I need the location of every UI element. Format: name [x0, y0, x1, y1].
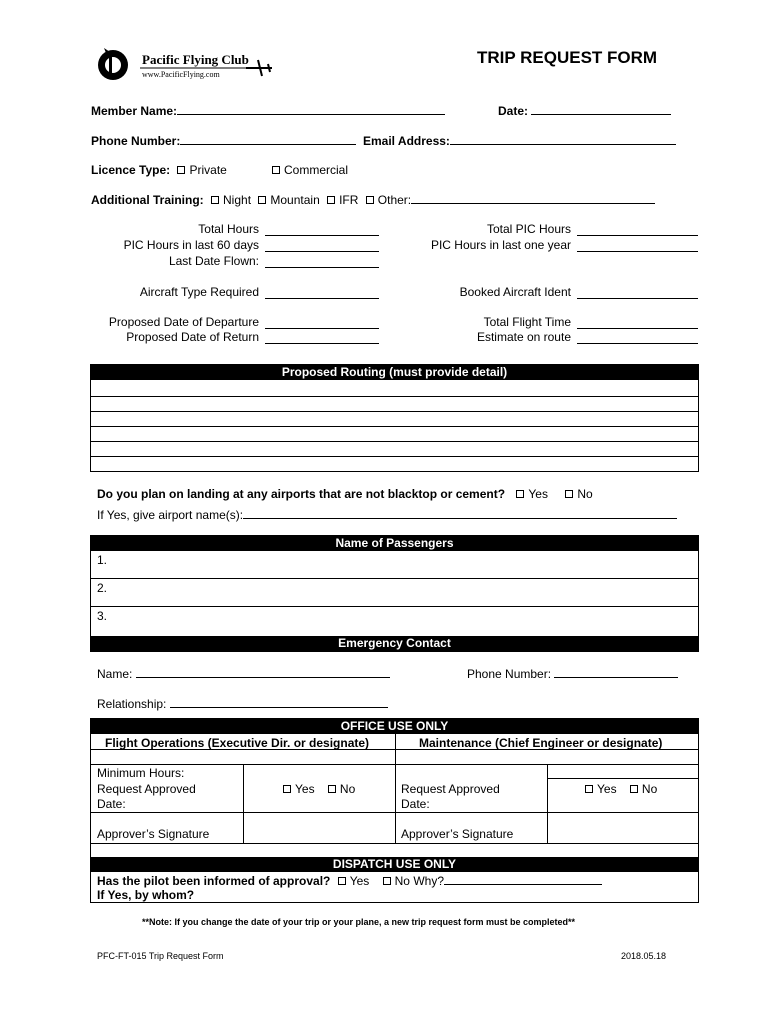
- emergency-name-label: Name:: [97, 667, 133, 681]
- club-url: www.PacificFlying.com: [142, 70, 220, 79]
- routing-header: Proposed Routing (must provide detail): [91, 365, 698, 380]
- email-field[interactable]: [450, 133, 676, 145]
- dispatch-yes-label: Yes: [349, 874, 370, 888]
- emergency-name-row: [97, 666, 390, 681]
- total-pic-field[interactable]: [577, 224, 698, 236]
- email-label: Email Address:: [363, 134, 450, 148]
- phone-row: [91, 133, 356, 148]
- commercial-row: [268, 163, 348, 177]
- relationship-row: [97, 696, 388, 711]
- phone-label: Phone Number:: [91, 134, 181, 148]
- passenger-row-3: 3.: [97, 609, 108, 623]
- private-label: Private: [189, 163, 227, 177]
- estimate-route-field[interactable]: [577, 332, 698, 344]
- private-checkbox[interactable]: [177, 166, 185, 174]
- total-hours-label: Total Hours: [198, 222, 259, 236]
- last-flown-field[interactable]: [265, 256, 379, 268]
- left-approval-options: [279, 782, 355, 796]
- dispatch-yes-checkbox[interactable]: [338, 877, 346, 885]
- request-approved-label-left: Request Approved: [97, 782, 196, 796]
- date-field[interactable]: [531, 103, 671, 115]
- date-label-left: Date:: [97, 797, 126, 811]
- commercial-label: Commercial: [284, 163, 349, 177]
- pic-year-label: PIC Hours in last one year: [430, 238, 571, 252]
- right-yes-checkbox[interactable]: [585, 785, 593, 793]
- left-no-label: No: [339, 782, 356, 796]
- passenger-row-line: [91, 578, 698, 579]
- pic-year-field[interactable]: [577, 240, 698, 252]
- landing-yes-checkbox[interactable]: [516, 490, 524, 498]
- routing-row-line: [91, 411, 698, 412]
- airport-names-field[interactable]: [243, 507, 677, 519]
- total-flight-label: Total Flight Time: [483, 315, 571, 329]
- club-logo: [96, 44, 276, 86]
- routing-row-line: [91, 396, 698, 397]
- office-col-line: [547, 764, 548, 844]
- departure-field[interactable]: [265, 317, 379, 329]
- office-row-line: [91, 812, 698, 813]
- date-label: Date:: [498, 104, 529, 118]
- footer-form-id: PFC-FT-015 Trip Request Form: [97, 951, 224, 961]
- dispatch-no-label: No: [394, 874, 410, 888]
- relationship-label: Relationship:: [97, 697, 167, 711]
- passengers-header: Name of Passengers: [91, 536, 698, 551]
- passenger-row-2: 2.: [97, 581, 108, 595]
- emergency-name-field[interactable]: [136, 666, 390, 678]
- departure-label: Proposed Date of Departure: [108, 315, 259, 329]
- right-no-label: No: [641, 782, 658, 796]
- aircraft-type-label: Aircraft Type Required: [139, 285, 259, 299]
- member-name-label: Member Name:: [91, 104, 178, 118]
- estimate-route-label: Estimate on route: [476, 330, 571, 344]
- change-note: **Note: If you change the date of your trip or your plane, a new trip request form must be completed**: [142, 917, 576, 927]
- relationship-field[interactable]: [170, 696, 388, 708]
- min-hours-label: Minimum Hours:: [97, 766, 185, 780]
- routing-table: [90, 364, 699, 472]
- airport-names-label: If Yes, give airport name(s):: [97, 508, 244, 522]
- emergency-phone-field[interactable]: [554, 666, 678, 678]
- routing-row-line: [91, 441, 698, 442]
- other-checkbox[interactable]: [366, 196, 374, 204]
- mountain-label: Mountain: [270, 193, 320, 207]
- landing-no-checkbox[interactable]: [565, 490, 573, 498]
- office-col-line: [395, 764, 396, 844]
- night-checkbox[interactable]: [211, 196, 219, 204]
- office-col-line: [243, 764, 244, 844]
- licence-label: Licence Type:: [91, 163, 171, 177]
- approver-signature-right: Approver’s Signature: [401, 827, 514, 841]
- pic-60-field[interactable]: [265, 240, 379, 252]
- last-flown-label: Last Date Flown:: [168, 254, 259, 268]
- landing-question: Do you plan on landing at any airports that are not blacktop or cement?: [97, 487, 506, 501]
- landing-yes-label: Yes: [528, 487, 548, 501]
- routing-row-line: [91, 456, 698, 457]
- footer-date: 2018.05.18: [621, 951, 667, 961]
- dispatch-by-whom: If Yes, by whom?: [97, 888, 195, 902]
- booked-ident-field[interactable]: [577, 287, 698, 299]
- dispatch-question-row: [97, 873, 602, 888]
- office-row-line: [91, 749, 698, 750]
- date-label-right: Date:: [401, 797, 430, 811]
- dispatch-why-field[interactable]: [444, 873, 602, 885]
- phone-field[interactable]: [180, 133, 356, 145]
- ifr-checkbox[interactable]: [327, 196, 335, 204]
- dispatch-header: DISPATCH USE ONLY: [91, 857, 698, 872]
- club-name: Pacific Flying Club: [142, 52, 249, 67]
- left-yes-checkbox[interactable]: [283, 785, 291, 793]
- mountain-checkbox[interactable]: [258, 196, 266, 204]
- passenger-row-line: [91, 606, 698, 607]
- booked-ident-label: Booked Aircraft Ident: [459, 285, 571, 299]
- office-row-line: [547, 778, 698, 779]
- return-label: Proposed Date of Return: [126, 330, 259, 344]
- member-name-row: [91, 103, 445, 118]
- email-row: [363, 133, 676, 148]
- landing-no-label: No: [577, 487, 593, 501]
- emergency-phone-row: [467, 666, 678, 681]
- commercial-checkbox[interactable]: [272, 166, 280, 174]
- return-field[interactable]: [265, 332, 379, 344]
- emergency-header: Emergency Contact: [91, 636, 698, 651]
- other-label: Other:: [377, 193, 412, 207]
- landing-row: [97, 487, 593, 501]
- other-field[interactable]: [411, 192, 655, 204]
- office-row-line: [91, 843, 698, 844]
- left-yes-label: Yes: [295, 782, 315, 796]
- left-no-checkbox[interactable]: [328, 785, 336, 793]
- passenger-row-1: 1.: [97, 553, 108, 567]
- dispatch-question: Has the pilot been informed of approval?: [97, 874, 331, 888]
- ifr-label: IFR: [339, 193, 359, 207]
- member-name-field[interactable]: [177, 103, 445, 115]
- training-label: Additional Training:: [91, 193, 204, 207]
- passengers-table: [90, 535, 699, 652]
- dispatch-no-checkbox[interactable]: [383, 877, 391, 885]
- total-pic-label: Total PIC Hours: [486, 222, 571, 236]
- total-hours-field[interactable]: [265, 224, 379, 236]
- approver-signature-left: Approver’s Signature: [97, 827, 210, 841]
- aircraft-type-field[interactable]: [265, 287, 379, 299]
- licence-row: [91, 163, 227, 177]
- pic-60-label: PIC Hours in last 60 days: [123, 238, 259, 252]
- date-row: [498, 103, 671, 118]
- routing-row-line: [91, 426, 698, 427]
- right-approval-options: [581, 782, 657, 796]
- right-yes-label: Yes: [597, 782, 617, 796]
- total-flight-field[interactable]: [577, 317, 698, 329]
- request-approved-label-right: Request Approved: [401, 782, 500, 796]
- emergency-phone-label: Phone Number:: [467, 667, 552, 681]
- dispatch-why-label: Why?: [413, 874, 444, 888]
- office-use-header: OFFICE USE ONLY: [91, 719, 698, 734]
- right-no-checkbox[interactable]: [630, 785, 638, 793]
- night-label: Night: [223, 193, 252, 207]
- maintenance-heading: Maintenance (Chief Engineer or designate): [419, 736, 663, 750]
- airport-names-row: [97, 507, 677, 522]
- page-title: TRIP REQUEST FORM: [477, 48, 658, 67]
- flight-ops-heading: Flight Operations (Executive Dir. or designate): [105, 736, 370, 750]
- office-use-table: [90, 718, 699, 903]
- training-row: [91, 192, 655, 207]
